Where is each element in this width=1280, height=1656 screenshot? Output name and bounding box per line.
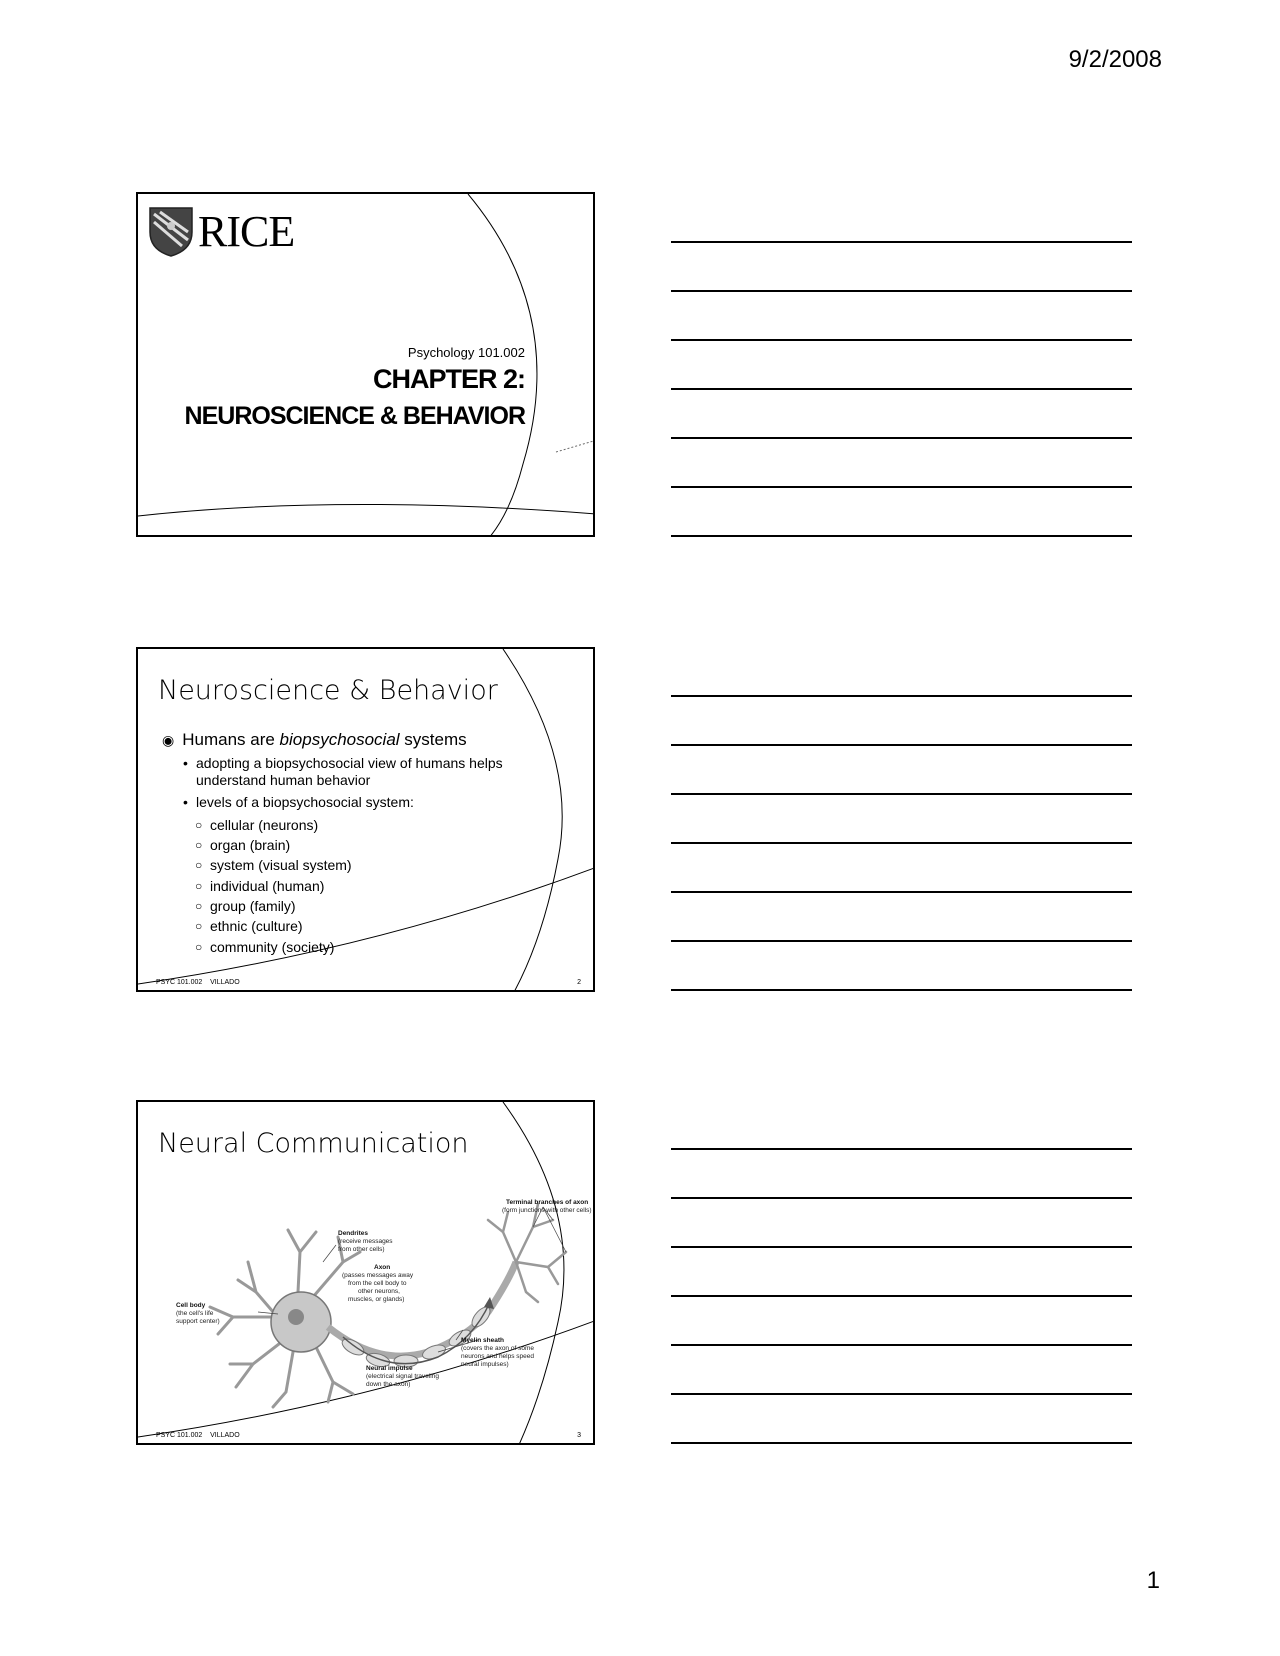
bullet-radio-icon: ◉ <box>162 731 175 748</box>
slide-number: 2 <box>577 979 581 986</box>
level-text: community (society) <box>210 939 335 955</box>
header-date: 9/2/2008 <box>1068 46 1162 73</box>
label-impulse-sub1: (electrical signal traveling <box>366 1373 439 1380</box>
slide-2 <box>136 647 595 992</box>
label-terminal: Terminal branches of axon <box>506 1199 589 1206</box>
level-text: system (visual system) <box>210 857 352 873</box>
note-line <box>671 891 1132 893</box>
label-dendrites-sub1: (receive messages <box>338 1238 393 1245</box>
label-myelin-sub2: neurons and helps speed <box>461 1353 535 1360</box>
label-axon-sub1: (passes messages away <box>342 1272 414 1279</box>
slide-1 <box>136 192 595 537</box>
note-line <box>671 437 1132 439</box>
bullet-dot-icon: • <box>183 794 188 810</box>
level-item <box>195 817 319 833</box>
note-line <box>671 1246 1132 1248</box>
sub-bullet-1-line2: understand human behavior <box>196 772 371 788</box>
sub-bullet-1 <box>183 755 503 789</box>
note-line <box>671 744 1132 746</box>
bullet-circle-icon: ○ <box>195 879 203 893</box>
label-myelin-sub3: neural impulses) <box>461 1361 509 1368</box>
note-line <box>671 388 1132 390</box>
note-line <box>671 1442 1132 1444</box>
note-line <box>671 1295 1132 1297</box>
note-line <box>671 486 1132 488</box>
sub-bullet-2 <box>183 794 414 811</box>
bullet-circle-icon: ○ <box>195 919 203 933</box>
note-line <box>671 1393 1132 1395</box>
note-line <box>671 793 1132 795</box>
bullet-main <box>162 730 467 750</box>
note-line <box>671 1148 1132 1150</box>
neuron-diagram <box>138 1102 595 1445</box>
sub-bullet-1-line1: adopting a biopsychosocial view of humans helps <box>196 755 503 771</box>
page-number: 1 <box>1146 1567 1160 1594</box>
level-text: organ (brain) <box>210 837 291 853</box>
label-cellbody-sub1: (the cell's life <box>176 1310 214 1317</box>
bullet-circle-icon: ○ <box>195 838 203 852</box>
level-item <box>195 918 303 934</box>
level-text: group (family) <box>210 898 296 914</box>
sub-bullet-2-text: levels of a biopsychosocial system: <box>196 794 414 810</box>
note-line <box>671 695 1132 697</box>
slide-footer: PSYC 101.002 VILLADO <box>156 979 240 986</box>
slide-footer: PSYC 101.002 VILLADO <box>156 1432 240 1439</box>
label-dendrites: Dendrites <box>338 1230 368 1237</box>
level-text: cellular (neurons) <box>210 817 319 833</box>
note-line <box>671 535 1132 537</box>
label-dendrites-sub2: from other cells) <box>338 1246 385 1253</box>
note-line <box>671 1197 1132 1199</box>
chapter-heading: CHAPTER 2: <box>372 364 525 394</box>
slide-3 <box>136 1100 595 1445</box>
bullet-main-emphasis: biopsychosocial <box>279 730 400 749</box>
label-terminal-sub: (form junctions with other cells) <box>502 1207 592 1214</box>
level-item <box>195 939 335 955</box>
label-cellbody: Cell body <box>176 1302 206 1309</box>
level-item <box>195 857 352 873</box>
bullet-circle-icon: ○ <box>195 940 203 954</box>
note-line <box>671 1344 1132 1346</box>
neuron-cell-body <box>271 1292 331 1352</box>
label-impulse-sub2: down the axon) <box>366 1381 411 1388</box>
note-line <box>671 989 1132 991</box>
note-line <box>671 339 1132 341</box>
rice-shield-icon <box>148 204 194 258</box>
bullet-circle-icon: ○ <box>195 899 203 913</box>
label-axon-sub3: other neurons, <box>358 1288 400 1295</box>
label-cellbody-sub2: support center) <box>176 1318 220 1325</box>
note-line <box>671 842 1132 844</box>
level-item <box>195 898 296 914</box>
slide-title: Neural Communication <box>158 1128 469 1159</box>
bullet-circle-icon: ○ <box>195 818 203 832</box>
course-label: Psychology 101.002 <box>407 345 525 360</box>
slide-number: 3 <box>577 1432 581 1439</box>
note-line <box>671 940 1132 942</box>
label-axon: Axon <box>374 1264 391 1271</box>
rice-logo-text: RICE <box>198 206 295 256</box>
note-line <box>671 241 1132 243</box>
label-axon-sub4: muscles, or glands) <box>348 1296 405 1303</box>
bullet-dot-icon: • <box>183 755 188 771</box>
bullet-main-post: systems <box>399 730 467 749</box>
slide-title: Neuroscience & Behavior <box>158 675 498 706</box>
level-item <box>195 878 325 894</box>
chapter-title: NEUROSCIENCE & BEHAVIOR <box>184 402 525 430</box>
bullet-circle-icon: ○ <box>195 858 203 872</box>
label-axon-sub2: from the cell body to <box>348 1280 407 1287</box>
note-line <box>671 290 1132 292</box>
level-text: ethnic (culture) <box>210 918 303 934</box>
level-text: individual (human) <box>210 878 325 894</box>
rice-logo <box>148 204 294 258</box>
level-item <box>195 837 291 853</box>
label-myelin-sub1: (covers the axon of some <box>461 1345 534 1352</box>
bullet-main-pre: Humans are <box>182 730 280 749</box>
label-myelin: Myelin sheath <box>461 1337 504 1344</box>
label-impulse: Neural impulse <box>366 1365 413 1372</box>
